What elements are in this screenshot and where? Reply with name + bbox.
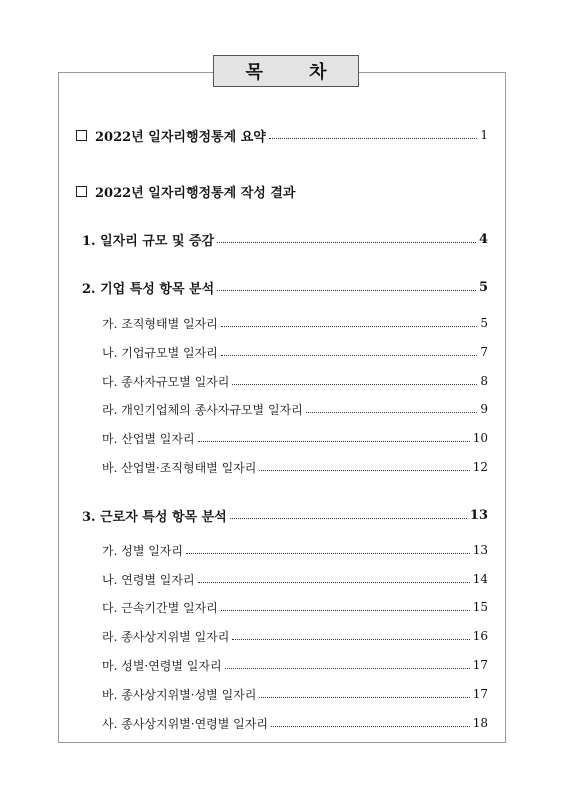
toc-entry-label: 나. 기업규모별 일자리 bbox=[102, 345, 218, 360]
checkbox-square-icon bbox=[76, 130, 87, 141]
toc-entry-page: 13 bbox=[469, 507, 488, 523]
toc-entry-page: 4 bbox=[478, 231, 488, 247]
toc-entry-label: 바. 산업별·조직형태별 일자리 bbox=[102, 460, 257, 475]
dot-leader bbox=[232, 639, 469, 640]
toc-entry-page: 8 bbox=[480, 374, 488, 388]
toc-entry-results[interactable] bbox=[0, 181, 566, 201]
toc-entry-2d[interactable] bbox=[0, 399, 566, 419]
toc-entry-page: 9 bbox=[480, 402, 488, 416]
toc-entry-label: 2022년 일자리행정통계 요약 bbox=[95, 129, 266, 145]
toc-entry-label: 가. 성별 일자리 bbox=[102, 543, 183, 558]
dot-leader bbox=[221, 355, 478, 356]
dot-leader bbox=[221, 610, 470, 611]
toc-entry-page: 12 bbox=[472, 460, 488, 474]
toc-entry-3b[interactable] bbox=[0, 569, 566, 589]
dot-leader bbox=[232, 384, 477, 385]
toc-entry-label: 2022년 일자리행정통계 작성 결과 bbox=[95, 185, 296, 201]
dot-leader bbox=[230, 518, 467, 519]
toc-entry-3f[interactable] bbox=[0, 684, 566, 704]
toc-entry-3d[interactable] bbox=[0, 626, 566, 646]
toc-entry-label: 1. 일자리 규모 및 증감 bbox=[82, 233, 215, 249]
toc-entry-section-1[interactable] bbox=[0, 229, 566, 249]
toc-entry-label: 마. 산업별 일자리 bbox=[102, 431, 195, 446]
toc-entry-label: 마. 성별·연령별 일자리 bbox=[102, 658, 222, 673]
toc-entry-2c[interactable] bbox=[0, 371, 566, 391]
toc-entry-3g[interactable] bbox=[0, 713, 566, 733]
toc-entry-label: 사. 종사상지위별·연령별 일자리 bbox=[102, 716, 268, 731]
dot-leader bbox=[271, 726, 470, 727]
dot-leader bbox=[221, 326, 478, 327]
toc-entry-label: 2. 기업 특성 항목 분석 bbox=[82, 281, 215, 297]
dot-leader bbox=[259, 470, 469, 471]
toc-title: 목 차 bbox=[213, 55, 359, 87]
toc-entry-2e[interactable] bbox=[0, 428, 566, 448]
toc-entry-3e[interactable] bbox=[0, 655, 566, 675]
toc-entry-label: 라. 개인기업체의 종사자규모별 일자리 bbox=[102, 402, 303, 417]
toc-entry-label: 라. 종사상지위별 일자리 bbox=[102, 629, 230, 644]
toc-entry-section-3[interactable] bbox=[0, 505, 566, 525]
dot-leader bbox=[217, 242, 476, 243]
toc-entry-page: 17 bbox=[472, 687, 488, 701]
dot-leader bbox=[259, 697, 469, 698]
toc-entry-page: 17 bbox=[472, 658, 488, 672]
toc-entry-label: 바. 종사상지위별·성별 일자리 bbox=[102, 687, 257, 702]
dot-leader bbox=[217, 290, 476, 291]
toc-entry-2b[interactable] bbox=[0, 342, 566, 362]
toc-entry-label: 나. 연령별 일자리 bbox=[102, 572, 195, 587]
toc-entry-label: 3. 근로자 특성 항목 분석 bbox=[82, 509, 227, 525]
toc-entry-page: 15 bbox=[472, 600, 488, 614]
toc-entry-3a[interactable] bbox=[0, 540, 566, 560]
toc-entry-page: 10 bbox=[472, 431, 488, 445]
toc-entry-page: 5 bbox=[480, 316, 488, 330]
toc-entry-page: 16 bbox=[472, 629, 488, 643]
toc-entry-label: 다. 근속기간별 일자리 bbox=[102, 600, 218, 615]
dot-leader bbox=[198, 441, 470, 442]
toc-entry-2f[interactable] bbox=[0, 457, 566, 477]
dot-leader bbox=[186, 553, 470, 554]
toc-entry-label: 가. 조직형태별 일자리 bbox=[102, 316, 218, 331]
toc-entry-page: 13 bbox=[472, 543, 488, 557]
toc-entry-2a[interactable] bbox=[0, 313, 566, 333]
toc-entry-page: 5 bbox=[478, 279, 488, 295]
dot-leader bbox=[198, 582, 470, 583]
toc-entry-label: 다. 종사자규모별 일자리 bbox=[102, 374, 230, 389]
toc-entry-page: 7 bbox=[480, 345, 488, 359]
toc-entry-section-2[interactable] bbox=[0, 277, 566, 297]
toc-entry-page: 14 bbox=[472, 572, 488, 586]
toc-entry-3c[interactable] bbox=[0, 597, 566, 617]
dot-leader bbox=[306, 412, 478, 413]
toc-entry-page: 18 bbox=[472, 716, 488, 730]
dot-leader bbox=[225, 668, 470, 669]
toc-entry-summary[interactable] bbox=[0, 125, 566, 145]
checkbox-square-icon bbox=[76, 186, 87, 197]
dot-leader bbox=[269, 138, 478, 139]
toc-entry-page: 1 bbox=[480, 128, 488, 142]
